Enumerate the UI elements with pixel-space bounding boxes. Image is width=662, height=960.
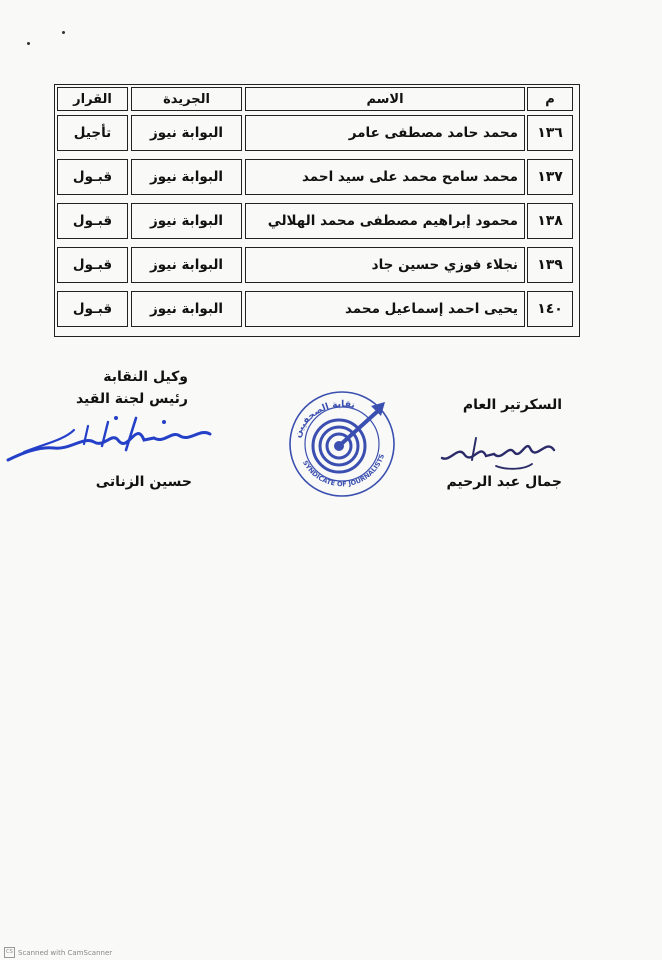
deputy-title-line2: رئيس لجنة القيد bbox=[75, 391, 188, 407]
row-number: ١٣٦ bbox=[527, 115, 573, 151]
row-name: محمد حامد مصطفى عامر bbox=[245, 115, 525, 151]
row-decision: تأجيل bbox=[57, 115, 128, 151]
row-number: ١٤٠ bbox=[527, 291, 573, 327]
row-decision: قبـول bbox=[57, 203, 128, 239]
row-number: ١٣٨ bbox=[527, 203, 573, 239]
deputy-title-block bbox=[76, 366, 188, 410]
row-newspaper: البوابة نيوز bbox=[131, 203, 242, 239]
deputy-name-block bbox=[96, 471, 192, 493]
secretary-name-block bbox=[446, 471, 562, 493]
row-name: يحيى احمد إسماعيل محمد bbox=[245, 291, 525, 327]
scan-speck bbox=[62, 31, 65, 34]
row-name: نجلاء فوزي حسين جاد bbox=[245, 247, 525, 283]
secretary-name: جمال عبد الرحيم bbox=[446, 474, 562, 490]
syndicate-seal bbox=[283, 388, 401, 500]
scanner-watermark-text: Scanned with CamScanner bbox=[18, 948, 113, 957]
header-newspaper: الجريدة bbox=[131, 87, 242, 111]
camscanner-icon: CS bbox=[4, 947, 15, 958]
scan-speck bbox=[27, 42, 30, 45]
row-newspaper: البوابة نيوز bbox=[131, 159, 242, 195]
header-name: الاسم bbox=[245, 87, 525, 111]
row-decision: قبـول bbox=[57, 159, 128, 195]
row-decision: قبـول bbox=[57, 247, 128, 283]
scanner-watermark bbox=[4, 947, 112, 958]
row-number: ١٣٧ bbox=[527, 159, 573, 195]
row-newspaper: البوابة نيوز bbox=[131, 247, 242, 283]
row-newspaper: البوابة نيوز bbox=[131, 291, 242, 327]
header-decision: القرار bbox=[57, 87, 128, 111]
secretary-signature bbox=[436, 432, 560, 474]
row-number: ١٣٩ bbox=[527, 247, 573, 283]
row-name: محمود إبراهيم مصطفى محمد الهلالي bbox=[245, 203, 525, 239]
row-newspaper: البوابة نيوز bbox=[131, 115, 242, 151]
deputy-signature bbox=[4, 410, 216, 468]
seal-bottom-text: SYNDICATE OF JOURNALISTS bbox=[301, 452, 387, 489]
deputy-title-line1: وكيل النقابة bbox=[103, 369, 188, 385]
deputy-name: حسين الزناتى bbox=[95, 474, 192, 490]
row-name: محمد سامح محمد على سيد احمد bbox=[245, 159, 525, 195]
seal-top-text: نقابة الصحفيين bbox=[292, 399, 356, 440]
row-decision: قبـول bbox=[57, 291, 128, 327]
secretary-title-block bbox=[463, 394, 562, 416]
secretary-title: السكرتير العام bbox=[462, 397, 562, 413]
header-number: م bbox=[527, 87, 573, 111]
